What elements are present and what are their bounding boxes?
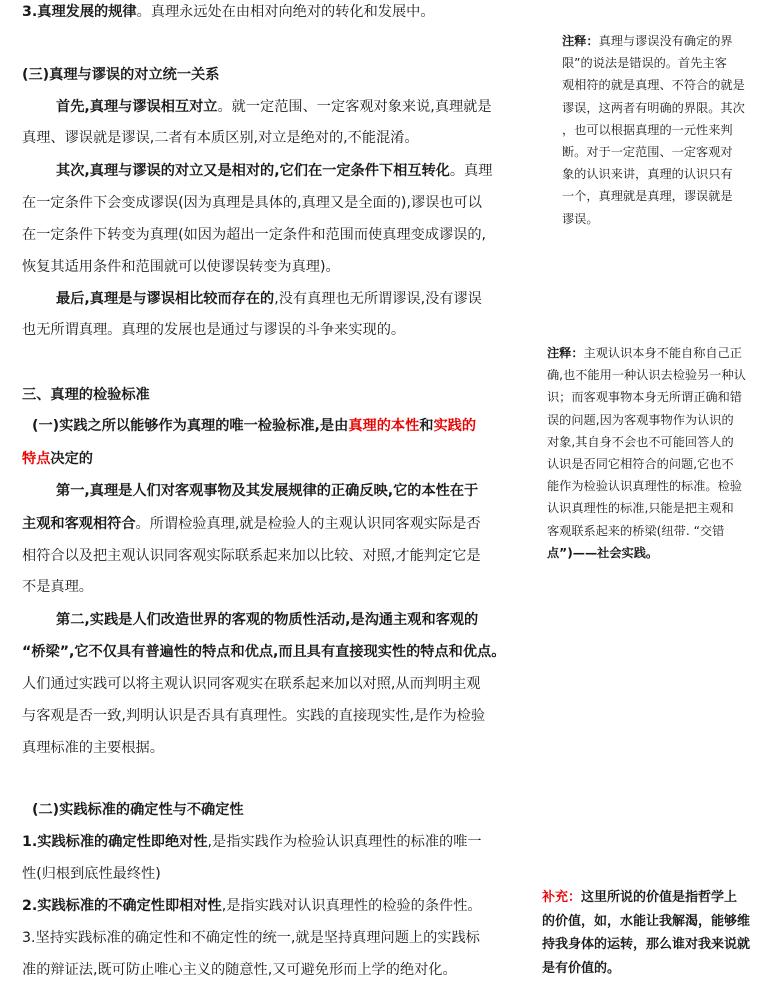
text-line: 在一定条件下转变为真理(如因为超出一定条件和范围而使真理变成谬误的, [22,227,487,243]
text-line: 主观和客观相符合。所谓检验真理,就是检验人的主观认识同客观实际是否 [22,516,481,532]
note-line: 是有价值的。 [542,960,621,976]
note-line: ，也可以根据真理的一元性来判 [562,122,733,137]
note-line: 能作为检验认识真理性的标准。检验 [547,479,742,494]
text-line: 第二,实践是人们改造世界的客观的物质性活动,是沟通主观和客观的 [56,612,479,628]
note-label: 注释： [562,34,599,48]
note-line: 认识真理性的标准,只能是把主观和 [547,501,734,516]
margin-note-2 [547,342,746,564]
text-line: 其次,真理与谬误的对立又是相对的,它们在一定条件下相互转化。真理 [56,163,493,179]
note-label: 注释： [547,346,584,360]
text-line: 性(归根到底性最终性) [22,866,161,882]
note-line: 识；而客观事物本身无所谓正确和错 [547,390,742,405]
text-line: 3.真理发展的规律。真理永远处在由相对向绝对的转化和发展中。 [22,4,435,20]
note-line: 确,也不能用一种认识去检验另一种认 [547,368,746,383]
text-line: “桥梁”,它不仅具有普遍性的特点和优点,而且具有直接现实性的特点和优点。 [22,644,506,660]
note-line: 的价值，如，水能让我解渴，能够维 [542,913,751,929]
note-line: 断。对于一定范围、一定客观对 [562,145,733,160]
text-line: 人们通过实践可以将主观认识同客观实在联系起来加以对照,从而判明主观 [22,676,481,692]
note-line: 象的认识来讲，真理的认识只有 [562,167,733,182]
text-line: (一)实践之所以能够作为真理的唯一检验标准,是由真理的本性和实践的 [32,418,477,434]
note-line: 注释：真理与谬误没有确定的界 [562,34,733,48]
note-line: 客观联系起来的桥梁(纽带. “交错 [547,523,725,538]
note-line: 一个，真理就是真理，谬误就是 [562,189,733,204]
note-line: 谬误，这两者有明确的界限。其次 [562,100,745,115]
note-label: 补充： [542,890,582,905]
text-line: 特点决定的 [22,451,93,467]
note-line: 补充：这里所说的价值是指哲学上 [542,890,738,905]
note-line: 误的问题,因为客观事物作为认识的 [547,412,734,427]
note-line: 持我身体的运转，那么谁对我来说就 [542,937,751,952]
text-line: 2.实践标准的不确定性即相对性,是指实践对认识真理性的检验的条件性。 [22,898,482,914]
text-line: 不是真理。 [22,579,93,595]
text-line: 恢复其适用条件和范围就可以使谬误转变为真理)。 [22,259,340,275]
margin-note-1 [562,30,745,230]
text-line: 3.坚持实践标准的确定性和不确定性的统一,就是坚持真理问题上的实践标 [22,930,480,946]
text-line: 首先,真理与谬误相互对立。就一定范围、一定客观对象来说,真理就是 [56,99,492,115]
text-line: 相符合以及把主观认识同客观实际联系起来加以比较、对照,才能判定它是 [22,548,481,564]
section-heading: (三)真理与谬误的对立统一关系 [22,67,220,83]
note-line: 谬误。 [562,211,599,226]
text-line: 1.实践标准的确定性即绝对性,是指实践作为检验认识真理性的标准的唯一 [22,834,482,850]
text-line: 与客观是否一致,判明认识是否具有真理性。实践的直接现实性,是作为检验 [22,708,486,724]
text-line: 第一,真理是人们对客观事物及其发展规律的正确反映,它的本性在于 [56,483,479,499]
section-heading: 三、真理的检验标准 [22,387,150,403]
text-line: 在一定条件下会变成谬误(因为真理是具体的,真理又是全面的),谬误也可以 [22,195,482,211]
note-line: 点”)——社会实践。 [547,545,659,560]
note-line: 注释：主观认识本身不能自称自己正 [547,346,742,360]
text-line: 也无所谓真理。真理的发展也是通过与谬误的斗争来实现的。 [22,322,406,338]
note-line: 认识是否同它相符合的问题,它也不 [547,457,734,472]
text-line: 真理标准的主要根据。 [22,740,164,756]
text-line: 准的辩证法,既可防止唯心主义的随意性,又可避免形而上学的绝对化。 [22,962,457,978]
note-line: 观相符的就是真理、不符合的就是 [562,78,745,93]
margin-note-3 [542,886,750,980]
text-line: 最后,真理是与谬误相比较而存在的,没有真理也无所谓谬误,没有谬误 [56,291,482,307]
note-line: 限”的说法是错误的。首先主客 [562,56,727,71]
text-line: 真理、谬误就是谬误,二者有本质区别,对立是绝对的,不能混淆。 [22,130,419,146]
section-heading: (二)实践标准的确定性与不确定性 [32,802,244,818]
note-line: 对象,其自身不会也不可能回答人的 [547,434,734,449]
